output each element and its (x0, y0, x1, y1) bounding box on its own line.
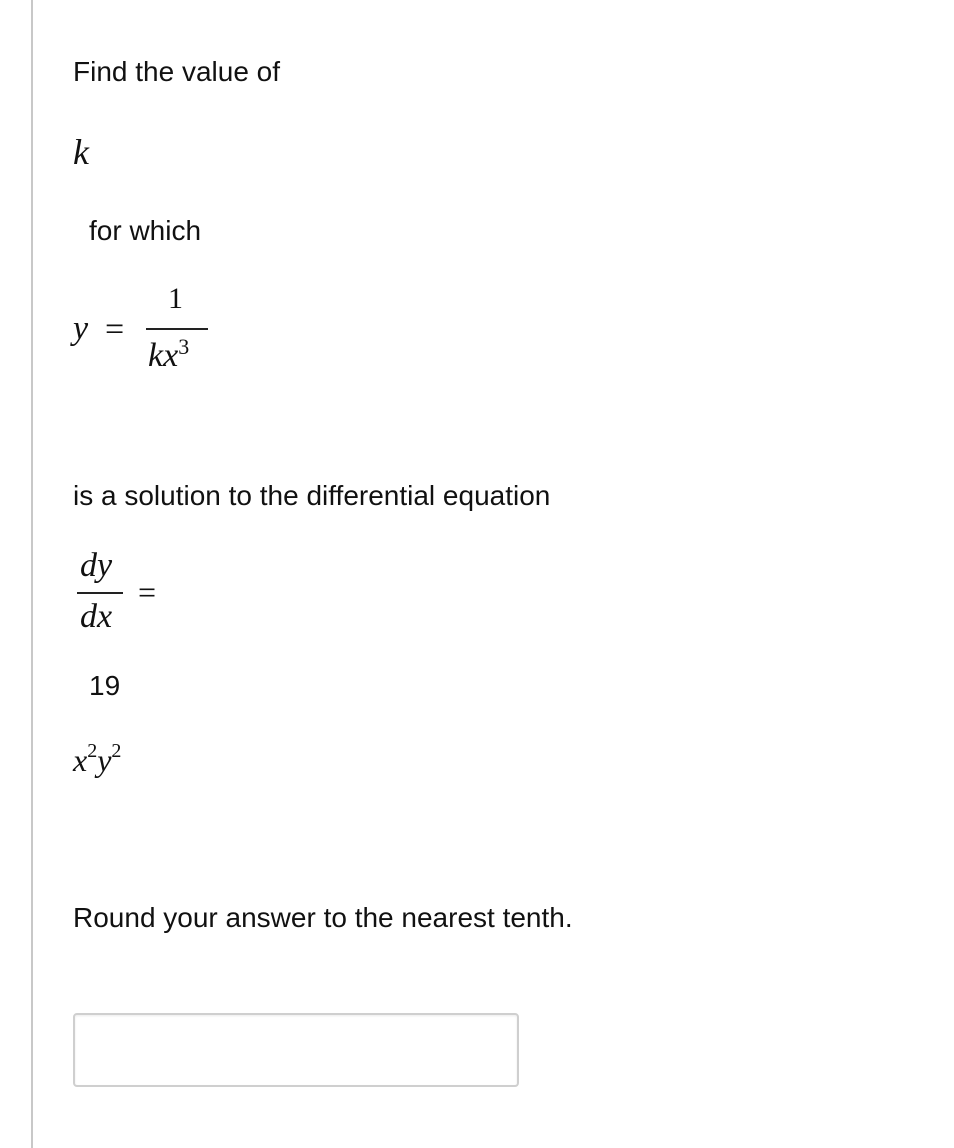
left-border (31, 0, 33, 1148)
prompt-find-value: Find the value of (73, 56, 281, 87)
eq1-equals: = (105, 311, 125, 348)
eq1-denominator-base: kx (148, 337, 179, 374)
eq1-denominator-exponent: 3 (178, 334, 190, 359)
product-y-exponent: 2 (111, 740, 122, 762)
eq1-fraction-bar (146, 328, 208, 330)
variable-k: k (73, 132, 89, 172)
product-y: y (97, 742, 112, 778)
prompt-round-answer: Round your answer to the nearest tenth. (73, 902, 573, 933)
eq1-numerator: 1 (168, 282, 183, 315)
answer-input[interactable] (73, 1013, 519, 1087)
product-x2-y2 (73, 740, 121, 779)
product-x: x (73, 742, 88, 778)
eq2-denominator: dx (80, 598, 113, 635)
coefficient-value: 19 (89, 670, 121, 701)
prompt-differential-equation: is a solution to the differential equation (73, 480, 551, 511)
product-x-exponent: 2 (87, 740, 98, 762)
eq2-fraction-bar (77, 592, 123, 594)
prompt-for-which: for which (89, 215, 202, 246)
eq2-equals: = (138, 574, 157, 610)
eq1-denominator (148, 334, 189, 375)
eq1-lhs-y: y (73, 310, 89, 347)
eq2-numerator: dy (80, 547, 113, 584)
